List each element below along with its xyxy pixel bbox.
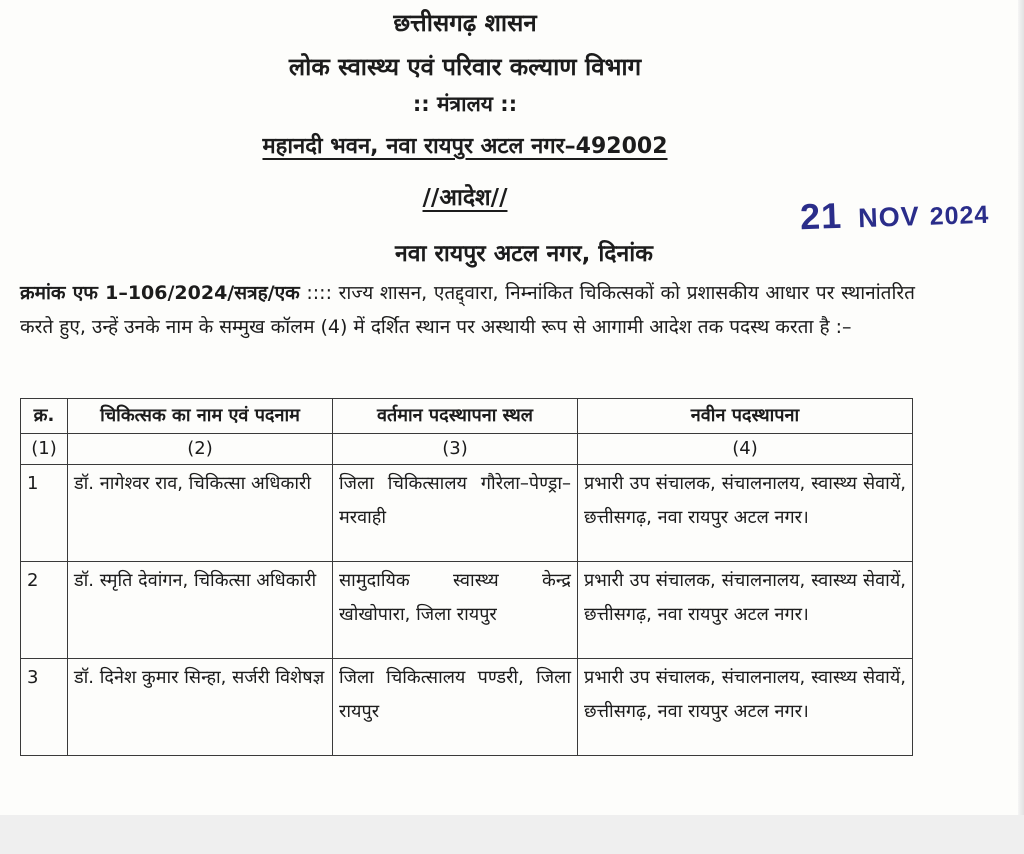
page-edge-shadow xyxy=(1018,0,1024,815)
cell-current-posting: जिला चिकित्सालय पण्डरी, जिला रायपुर xyxy=(333,659,578,756)
table-row xyxy=(21,562,913,659)
column-number: (2) xyxy=(68,434,333,465)
order-number: क्रमांक एफ 1–106/2024/सत्रह/एक xyxy=(20,282,300,304)
bottom-bar xyxy=(0,815,1024,854)
cell-new-posting: प्रभारी उप संचालक, संचालनालय, स्वास्थ्य सेवायें, छत्तीसगढ़, नवा रायपुर अटल नगर। xyxy=(578,465,913,562)
cell-serial: 3 xyxy=(21,659,68,756)
column-number: (1) xyxy=(21,434,68,465)
header-current-posting: वर्तमान पदस्थापना स्थल xyxy=(333,399,578,434)
cell-name: डॉ. दिनेश कुमार सिन्हा, सर्जरी विशेषज्ञ xyxy=(68,659,333,756)
cell-serial: 2 xyxy=(21,562,68,659)
date-stamp-month: NOV xyxy=(857,201,921,234)
government-heading: छत्तीसगढ़ शासन xyxy=(393,9,537,37)
transfer-table xyxy=(20,398,913,756)
header-serial: क्र. xyxy=(21,399,68,434)
date-stamp-year: 2024 xyxy=(929,200,990,231)
order-paragraph xyxy=(20,276,915,344)
cell-serial: 1 xyxy=(21,465,68,562)
order-title xyxy=(0,180,930,212)
header-name: चिकित्सक का नाम एवं पदनाम xyxy=(68,399,333,434)
cell-new-posting: प्रभारी उप संचालक, संचालनालय, स्वास्थ्य सेवायें, छत्तीसगढ़, नवा रायपुर अटल नगर। xyxy=(578,659,913,756)
cell-new-posting: प्रभारी उप संचालक, संचालनालय, स्वास्थ्य सेवायें, छत्तीसगढ़, नवा रायपुर अटल नगर। xyxy=(578,562,913,659)
column-number: (3) xyxy=(333,434,578,465)
cell-current-posting: सामुदायिक स्वास्थ्य केन्द्र खोखोपारा, जिला रायपुर xyxy=(333,562,578,659)
column-number-row xyxy=(21,434,913,465)
department-heading: लोक स्वास्थ्य एवं परिवार कल्याण विभाग xyxy=(288,53,642,81)
date-stamp xyxy=(799,190,990,239)
table-header-row xyxy=(21,399,913,434)
date-stamp-day: 21 xyxy=(799,194,843,238)
address-line xyxy=(0,130,930,160)
column-number: (4) xyxy=(578,434,913,465)
place-date-line: नवा रायपुर अटल नगर, दिनांक xyxy=(395,241,653,267)
table-row xyxy=(21,465,913,562)
order-title-text: //आदेश// xyxy=(422,185,508,211)
table-row xyxy=(21,659,913,756)
cell-current-posting: जिला चिकित्सालय गौरेला–पेण्ड्रा–मरवाही xyxy=(333,465,578,562)
order-body: :::: राज्य शासन, एतद्द्वारा, निम्नांकित चिकित्सकों को प्रशासकीय आधार पर स्थानांतरित करते हुए, उन्हें उनके नाम के सम्मुख कॉलम (4) में दर्शित स्थान पर अस्थायी रूप से आगामी आदेश तक पदस्थ करता है :– xyxy=(20,282,915,338)
address-text: महानदी भवन, नवा रायपुर अटल नगर–492002 xyxy=(262,134,668,159)
cell-name: डॉ. स्मृति देवांगन, चिकित्सा अधिकारी xyxy=(68,562,333,659)
ministry-heading: :: मंत्रालय :: xyxy=(412,92,518,116)
header-new-posting: नवीन पदस्थापना xyxy=(578,399,913,434)
cell-name: डॉ. नागेश्वर राव, चिकित्सा अधिकारी xyxy=(68,465,333,562)
